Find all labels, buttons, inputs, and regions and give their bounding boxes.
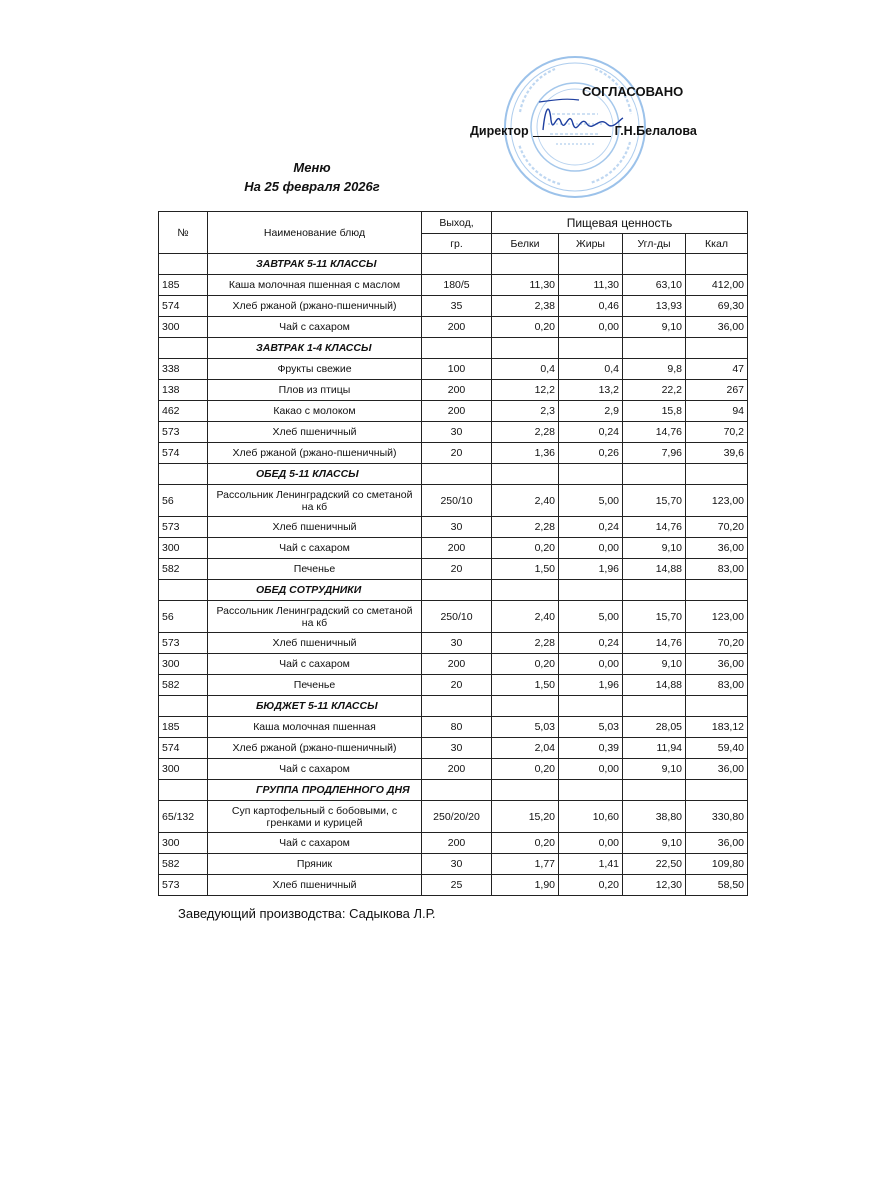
dish-carbs: 14,76	[623, 517, 686, 538]
dish-code: 138	[159, 380, 208, 401]
dish-fat: 0,24	[559, 422, 623, 443]
dish-carbs: 9,10	[623, 538, 686, 559]
section-title: ГРУППА ПРОДЛЕННОГО ДНЯ	[208, 780, 422, 801]
dish-protein: 15,20	[492, 801, 559, 833]
dish-kcal: 83,00	[686, 559, 748, 580]
dish-yield: 30	[422, 854, 492, 875]
dish-yield: 30	[422, 422, 492, 443]
table-row	[159, 759, 748, 780]
dish-code: 300	[159, 317, 208, 338]
dish-yield: 25	[422, 875, 492, 896]
table-row	[159, 601, 748, 633]
dish-name: Хлеб пшеничный	[208, 422, 422, 443]
table-row	[159, 538, 748, 559]
signature-blank	[533, 136, 611, 137]
dish-name: Хлеб пшеничный	[208, 875, 422, 896]
dish-carbs: 22,50	[623, 854, 686, 875]
dish-protein: 0,20	[492, 538, 559, 559]
dish-yield: 200	[422, 401, 492, 422]
dish-fat: 5,03	[559, 717, 623, 738]
section-empty-cell	[686, 780, 748, 801]
dish-kcal: 47	[686, 359, 748, 380]
menu-table-body	[159, 254, 748, 896]
header-yield: Выход,	[422, 212, 492, 234]
table-row	[159, 422, 748, 443]
section-empty-cell	[159, 254, 208, 275]
dish-yield: 30	[422, 517, 492, 538]
dish-code: 185	[159, 275, 208, 296]
dish-name: Каша молочная пшенная с маслом	[208, 275, 422, 296]
dish-fat: 13,2	[559, 380, 623, 401]
table-row	[159, 359, 748, 380]
dish-protein: 2,3	[492, 401, 559, 422]
dish-kcal: 123,00	[686, 601, 748, 633]
heading-title: Меню	[293, 160, 331, 175]
section-empty-cell	[422, 464, 492, 485]
dish-fat: 0,24	[559, 517, 623, 538]
dish-code: 338	[159, 359, 208, 380]
dish-kcal: 36,00	[686, 538, 748, 559]
section-empty-cell	[492, 580, 559, 601]
dish-protein: 2,28	[492, 633, 559, 654]
dish-carbs: 9,10	[623, 654, 686, 675]
section-row	[159, 338, 748, 359]
dish-carbs: 9,8	[623, 359, 686, 380]
dish-code: 300	[159, 654, 208, 675]
dish-protein: 2,28	[492, 422, 559, 443]
dish-yield: 180/5	[422, 275, 492, 296]
dish-fat: 10,60	[559, 801, 623, 833]
menu-table	[158, 211, 748, 896]
dish-fat: 0,4	[559, 359, 623, 380]
dish-kcal: 267	[686, 380, 748, 401]
dish-name: Чай с сахаром	[208, 759, 422, 780]
dish-carbs: 9,10	[623, 317, 686, 338]
dish-protein: 12,2	[492, 380, 559, 401]
table-row	[159, 443, 748, 464]
dish-fat: 1,96	[559, 675, 623, 696]
dish-protein: 5,03	[492, 717, 559, 738]
dish-name: Плов из птицы	[208, 380, 422, 401]
dish-carbs: 12,30	[623, 875, 686, 896]
section-empty-cell	[422, 254, 492, 275]
dish-name: Хлеб пшеничный	[208, 633, 422, 654]
dish-code: 574	[159, 443, 208, 464]
section-empty-cell	[559, 580, 623, 601]
dish-name: Суп картофельный с бобовыми, с гренками и курицей	[208, 801, 422, 833]
dish-code: 185	[159, 717, 208, 738]
dish-carbs: 14,76	[623, 422, 686, 443]
dish-protein: 0,20	[492, 317, 559, 338]
dish-carbs: 7,96	[623, 443, 686, 464]
section-title: ОБЕД СОТРУДНИКИ	[208, 580, 422, 601]
section-empty-cell	[422, 780, 492, 801]
table-row	[159, 654, 748, 675]
section-empty-cell	[559, 254, 623, 275]
dish-kcal: 39,6	[686, 443, 748, 464]
dish-protein: 0,20	[492, 833, 559, 854]
dish-yield: 80	[422, 717, 492, 738]
dish-fat: 0,39	[559, 738, 623, 759]
section-title: ЗАВТРАК 5-11 КЛАССЫ	[208, 254, 422, 275]
dish-yield: 20	[422, 675, 492, 696]
section-empty-cell	[422, 696, 492, 717]
footer-signoff: Заведующий производства: Садыкова Л.Р.	[178, 906, 436, 921]
section-empty-cell	[492, 254, 559, 275]
dish-kcal: 36,00	[686, 317, 748, 338]
approval-signature-line	[470, 124, 697, 138]
dish-yield: 200	[422, 380, 492, 401]
dish-carbs: 14,76	[623, 633, 686, 654]
dish-kcal: 70,20	[686, 633, 748, 654]
dish-name: Рассольник Ленинградский со сметаной на кб	[208, 601, 422, 633]
dish-protein: 2,38	[492, 296, 559, 317]
dish-kcal: 70,20	[686, 517, 748, 538]
document-heading	[232, 158, 392, 196]
dish-carbs: 14,88	[623, 559, 686, 580]
dish-name: Рассольник Ленинградский со сметаной на кб	[208, 485, 422, 517]
dish-name: Чай с сахаром	[208, 538, 422, 559]
heading-date: На 25 февраля 2026г	[244, 179, 380, 194]
section-empty-cell	[623, 580, 686, 601]
dish-fat: 0,46	[559, 296, 623, 317]
dish-yield: 200	[422, 538, 492, 559]
section-empty-cell	[559, 780, 623, 801]
dish-fat: 11,30	[559, 275, 623, 296]
dish-name: Хлеб ржаной (ржано-пшеничный)	[208, 296, 422, 317]
approval-block	[470, 80, 730, 160]
table-row	[159, 738, 748, 759]
section-empty-cell	[159, 338, 208, 359]
table-row	[159, 801, 748, 833]
dish-code: 462	[159, 401, 208, 422]
dish-fat: 5,00	[559, 601, 623, 633]
dish-fat: 0,00	[559, 317, 623, 338]
dish-protein: 0,20	[492, 654, 559, 675]
dish-name: Фрукты свежие	[208, 359, 422, 380]
dish-name: Какао с молоком	[208, 401, 422, 422]
dish-protein: 1,50	[492, 559, 559, 580]
dish-name: Хлеб ржаной (ржано-пшеничный)	[208, 738, 422, 759]
dish-kcal: 83,00	[686, 675, 748, 696]
header-dish: Наименование блюд	[208, 212, 422, 254]
dish-kcal: 36,00	[686, 833, 748, 854]
table-row	[159, 380, 748, 401]
dish-kcal: 109,80	[686, 854, 748, 875]
dish-yield: 35	[422, 296, 492, 317]
dish-protein: 1,50	[492, 675, 559, 696]
dish-name: Чай с сахаром	[208, 833, 422, 854]
dish-yield: 20	[422, 559, 492, 580]
dish-yield: 200	[422, 654, 492, 675]
section-empty-cell	[159, 580, 208, 601]
table-row	[159, 559, 748, 580]
dish-carbs: 15,70	[623, 601, 686, 633]
dish-code: 56	[159, 601, 208, 633]
dish-kcal: 36,00	[686, 654, 748, 675]
header-fat: Жиры	[559, 234, 623, 254]
dish-yield: 250/10	[422, 485, 492, 517]
section-empty-cell	[623, 696, 686, 717]
table-row	[159, 296, 748, 317]
table-row	[159, 854, 748, 875]
dish-protein: 2,40	[492, 601, 559, 633]
dish-yield: 250/10	[422, 601, 492, 633]
dish-code: 573	[159, 633, 208, 654]
dish-protein: 2,04	[492, 738, 559, 759]
dish-name: Печенье	[208, 559, 422, 580]
dish-code: 300	[159, 759, 208, 780]
dish-fat: 0,26	[559, 443, 623, 464]
header-kcal: Ккал	[686, 234, 748, 254]
dish-name: Хлеб пшеничный	[208, 517, 422, 538]
section-row	[159, 696, 748, 717]
section-empty-cell	[159, 464, 208, 485]
section-empty-cell	[422, 338, 492, 359]
dish-carbs: 28,05	[623, 717, 686, 738]
table-row	[159, 317, 748, 338]
dish-name: Пряник	[208, 854, 422, 875]
table-row	[159, 833, 748, 854]
dish-code: 300	[159, 833, 208, 854]
section-empty-cell	[623, 338, 686, 359]
dish-code: 582	[159, 559, 208, 580]
dish-name: Хлеб ржаной (ржано-пшеничный)	[208, 443, 422, 464]
dish-fat: 0,00	[559, 654, 623, 675]
dish-carbs: 38,80	[623, 801, 686, 833]
header-num: №	[159, 212, 208, 254]
dish-kcal: 58,50	[686, 875, 748, 896]
dish-fat: 0,24	[559, 633, 623, 654]
dish-fat: 1,41	[559, 854, 623, 875]
header-nutrition: Пищевая ценность	[492, 212, 748, 234]
section-title: ЗАВТРАК 1-4 КЛАССЫ	[208, 338, 422, 359]
section-empty-cell	[492, 696, 559, 717]
dish-carbs: 22,2	[623, 380, 686, 401]
dish-code: 65/132	[159, 801, 208, 833]
dish-protein: 1,90	[492, 875, 559, 896]
section-empty-cell	[559, 696, 623, 717]
dish-code: 582	[159, 675, 208, 696]
dish-yield: 200	[422, 317, 492, 338]
table-row	[159, 633, 748, 654]
table-row	[159, 875, 748, 896]
header-yield-unit: гр.	[422, 234, 492, 254]
dish-code: 574	[159, 296, 208, 317]
dish-code: 573	[159, 422, 208, 443]
dish-kcal: 94	[686, 401, 748, 422]
table-row	[159, 675, 748, 696]
section-row	[159, 580, 748, 601]
section-empty-cell	[686, 580, 748, 601]
section-row	[159, 780, 748, 801]
dish-yield: 200	[422, 833, 492, 854]
dish-yield: 30	[422, 633, 492, 654]
dish-protein: 11,30	[492, 275, 559, 296]
dish-code: 573	[159, 875, 208, 896]
section-empty-cell	[623, 780, 686, 801]
dish-kcal: 412,00	[686, 275, 748, 296]
section-empty-cell	[422, 580, 492, 601]
dish-name: Чай с сахаром	[208, 317, 422, 338]
dish-fat: 1,96	[559, 559, 623, 580]
dish-code: 574	[159, 738, 208, 759]
dish-yield: 100	[422, 359, 492, 380]
table-row	[159, 401, 748, 422]
table-row	[159, 275, 748, 296]
section-empty-cell	[492, 780, 559, 801]
dish-kcal: 69,30	[686, 296, 748, 317]
dish-fat: 2,9	[559, 401, 623, 422]
dish-carbs: 14,88	[623, 675, 686, 696]
dish-fat: 5,00	[559, 485, 623, 517]
section-title: ОБЕД 5-11 КЛАССЫ	[208, 464, 422, 485]
dish-name: Чай с сахаром	[208, 654, 422, 675]
dish-fat: 0,00	[559, 833, 623, 854]
section-empty-cell	[623, 464, 686, 485]
dish-protein: 2,40	[492, 485, 559, 517]
section-empty-cell	[559, 464, 623, 485]
section-empty-cell	[559, 338, 623, 359]
dish-code: 300	[159, 538, 208, 559]
dish-protein: 2,28	[492, 517, 559, 538]
dish-fat: 0,00	[559, 759, 623, 780]
section-empty-cell	[686, 696, 748, 717]
dish-protein: 0,4	[492, 359, 559, 380]
section-title: БЮДЖЕТ 5-11 КЛАССЫ	[208, 696, 422, 717]
section-empty-cell	[492, 338, 559, 359]
section-empty-cell	[686, 338, 748, 359]
dish-fat: 0,00	[559, 538, 623, 559]
section-empty-cell	[623, 254, 686, 275]
dish-kcal: 59,40	[686, 738, 748, 759]
table-header-row	[159, 212, 748, 234]
dish-carbs: 13,93	[623, 296, 686, 317]
dish-yield: 200	[422, 759, 492, 780]
section-empty-cell	[159, 696, 208, 717]
dish-name: Каша молочная пшенная	[208, 717, 422, 738]
dish-protein: 1,36	[492, 443, 559, 464]
approval-title: СОГЛАСОВАНО	[582, 84, 684, 99]
table-row	[159, 485, 748, 517]
dish-kcal: 36,00	[686, 759, 748, 780]
table-row	[159, 517, 748, 538]
dish-kcal: 123,00	[686, 485, 748, 517]
section-empty-cell	[686, 464, 748, 485]
dish-protein: 1,77	[492, 854, 559, 875]
dish-name: Печенье	[208, 675, 422, 696]
dish-yield: 250/20/20	[422, 801, 492, 833]
dish-yield: 30	[422, 738, 492, 759]
dish-code: 582	[159, 854, 208, 875]
section-row	[159, 464, 748, 485]
dish-carbs: 63,10	[623, 275, 686, 296]
table-row	[159, 717, 748, 738]
header-protein: Белки	[492, 234, 559, 254]
dish-yield: 20	[422, 443, 492, 464]
dish-kcal: 330,80	[686, 801, 748, 833]
section-row	[159, 254, 748, 275]
dish-code: 573	[159, 517, 208, 538]
section-empty-cell	[159, 780, 208, 801]
dish-kcal: 183,12	[686, 717, 748, 738]
dish-carbs: 11,94	[623, 738, 686, 759]
dish-carbs: 9,10	[623, 759, 686, 780]
dish-carbs: 15,70	[623, 485, 686, 517]
dish-protein: 0,20	[492, 759, 559, 780]
dish-kcal: 70,2	[686, 422, 748, 443]
dish-fat: 0,20	[559, 875, 623, 896]
section-empty-cell	[686, 254, 748, 275]
dish-code: 56	[159, 485, 208, 517]
section-empty-cell	[492, 464, 559, 485]
approval-name: Г.Н.Белалова	[614, 124, 697, 138]
header-carbs: Угл-ды	[623, 234, 686, 254]
dish-carbs: 15,8	[623, 401, 686, 422]
dish-carbs: 9,10	[623, 833, 686, 854]
approval-role: Директор	[470, 124, 529, 138]
